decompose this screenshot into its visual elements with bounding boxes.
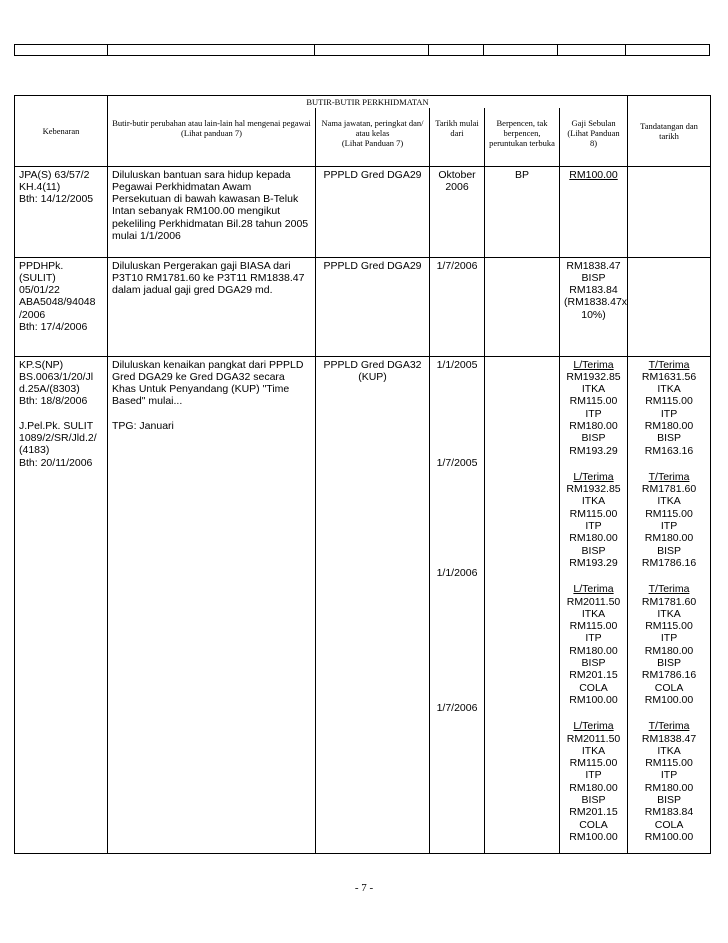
service-record-table <box>14 95 711 854</box>
row3-gaji-block <box>564 720 623 843</box>
row1-tandatangan <box>628 166 711 257</box>
row3-kebenaran-a: KP.S(NP) BS.0063/1/20/Jl d.25A/(8303) Bth: 18/8/2006 <box>19 358 94 408</box>
row2-kebenaran: PPDHPk. (SULIT) 05/01/22 ABA5048/94048 /2006 Bth: 17/4/2006 <box>15 257 108 356</box>
row3-tt-block <box>632 359 706 457</box>
row2-tandatangan <box>628 257 711 356</box>
row3-tarikh <box>430 356 485 853</box>
row1-butir: Diluluskan bantuan sara hidup kepada Pegawai Perkhidmatan Awam Persekutuan di bawah kawasan B-Teluk Intan sebanyak RM100.00 mengikut pekeliling Perkhidmatan Bil.28 tahun 2005 mulai 1/1/2006 <box>108 166 316 257</box>
row3-tarikh-1: 1/1/2005 <box>436 358 478 371</box>
row3-tt-values: RM1781.60 ITKA RM115.00 ITP RM180.00 BISP RM1786.16 COLA RM100.00 <box>641 595 697 706</box>
row2-tarikh: 1/7/2006 <box>430 257 485 356</box>
row3-gaji-values: RM2011.50 ITKA RM115.00 ITP RM180.00 BISP RM201.15 COLA RM100.00 <box>566 732 621 843</box>
row3-tt-block <box>632 471 706 569</box>
header-gaji: Gaji Sebulan (Lihat Panduan 8) <box>560 108 628 166</box>
row3-gaji-title: L/Terima <box>573 720 614 733</box>
row3-berpencen <box>485 356 560 853</box>
row3-tt-block <box>632 720 706 843</box>
row3-tt-block <box>632 583 706 706</box>
row3-gaji-block <box>564 359 623 457</box>
row3-butir <box>108 356 316 853</box>
row3-tt-title: T/Terima <box>648 470 690 483</box>
row1-tarikh: Oktober 2006 <box>430 166 485 257</box>
row1-berpencen: BP <box>485 166 560 257</box>
header-butir: Butir-butir perubahan atau lain-lain hal mengenai pegawai (Lihat panduan 7) <box>108 108 316 166</box>
row1-kebenaran: JPA(S) 63/57/2 KH.4(11) Bth: 14/12/2005 <box>15 166 108 257</box>
row3-tt-values: RM1781.60 ITKA RM115.00 ITP RM180.00 BISP RM1786.16 <box>641 483 697 569</box>
row3-tarikh-3: 1/1/2006 <box>436 566 478 579</box>
row3-butir-a: Diluluskan kenaikan pangkat dari PPPLD Gred DGA29 ke Gred DGA32 secara Khas Untuk Penyandang (KUP) "Time Based" mulai... <box>112 358 304 408</box>
header-berpencen: Berpencen, tak berpencen, peruntukan terbuka <box>485 108 560 166</box>
row3-butir-b: TPG: Januari <box>112 419 174 432</box>
row3-tt-values: RM1838.47 ITKA RM115.00 ITP RM180.00 BISP RM183.84 COLA RM100.00 <box>641 732 697 843</box>
row2-berpencen <box>485 257 560 356</box>
row3-kebenaran <box>15 356 108 853</box>
row3-kebenaran-b: J.Pel.Pk. SULIT 1089/2/SR/Jld.2/ (4183) Bth: 20/11/2006 <box>19 419 97 469</box>
row3-gaji-title: L/Terima <box>573 358 614 371</box>
row2-gaji: RM1838.47 BISP RM183.84 (RM1838.47x 10%) <box>560 257 628 356</box>
row3-gaji <box>560 356 628 853</box>
header-kebenaran: Kebenaran <box>15 96 108 167</box>
row3-gaji-values: RM1932.85 ITKA RM115.00 ITP RM180.00 BISP RM193.29 <box>566 370 621 457</box>
table-row <box>15 356 711 853</box>
row3-gaji-values: RM1932.85 ITKA RM115.00 ITP RM180.00 BISP RM193.29 <box>566 483 621 569</box>
row3-tt-title: T/Terima <box>648 720 690 733</box>
row3-tt-title: T/Terima <box>648 583 690 596</box>
row3-gaji-block <box>564 471 623 569</box>
row3-gaji-values: RM2011.50 ITKA RM115.00 ITP RM180.00 BISP RM201.15 COLA RM100.00 <box>566 595 621 706</box>
row3-gaji-title: L/Terima <box>573 583 614 596</box>
row3-gaji-block <box>564 583 623 706</box>
row1-nama: PPPLD Gred DGA29 <box>316 166 430 257</box>
header-tarikh: Tarikh mulai dari <box>430 108 485 166</box>
header-tandatangan: Tandatangan dan tarikh <box>628 96 711 167</box>
row3-tarikh-2: 1/7/2005 <box>436 456 478 469</box>
row3-tarikh-4: 1/7/2006 <box>436 701 478 714</box>
row3-tt-values: RM1631.56 ITKA RM115.00 ITP RM180.00 BISP RM163.16 <box>641 370 697 457</box>
row1-gaji: RM100.00 <box>569 168 618 181</box>
page-number: - 7 - <box>354 882 374 894</box>
header-row-2 <box>15 108 711 166</box>
table-row <box>15 257 711 356</box>
header-row-1 <box>15 96 711 109</box>
row3-gaji-title: L/Terima <box>573 470 614 483</box>
header-nama: Nama jawatan, peringkat dan/ atau kelas (Lihat Panduan 7) <box>316 108 430 166</box>
row3-tandatangan <box>628 356 711 853</box>
row2-nama: PPPLD Gred DGA29 <box>316 257 430 356</box>
header-butir-group: BUTIR-BUTIR PERKHIDMATAN <box>108 96 628 109</box>
top-strip-table <box>14 44 710 56</box>
row3-nama: PPPLD Gred DGA32 (KUP) <box>316 356 430 853</box>
table-row <box>15 166 711 257</box>
row2-butir: Diluluskan Pergerakan gaji BIASA dari P3T10 RM1781.60 ke P3T11 RM1838.47 dalam jadual gaji gred DGA29 md. <box>108 257 316 356</box>
row3-tt-title: T/Terima <box>648 358 690 371</box>
